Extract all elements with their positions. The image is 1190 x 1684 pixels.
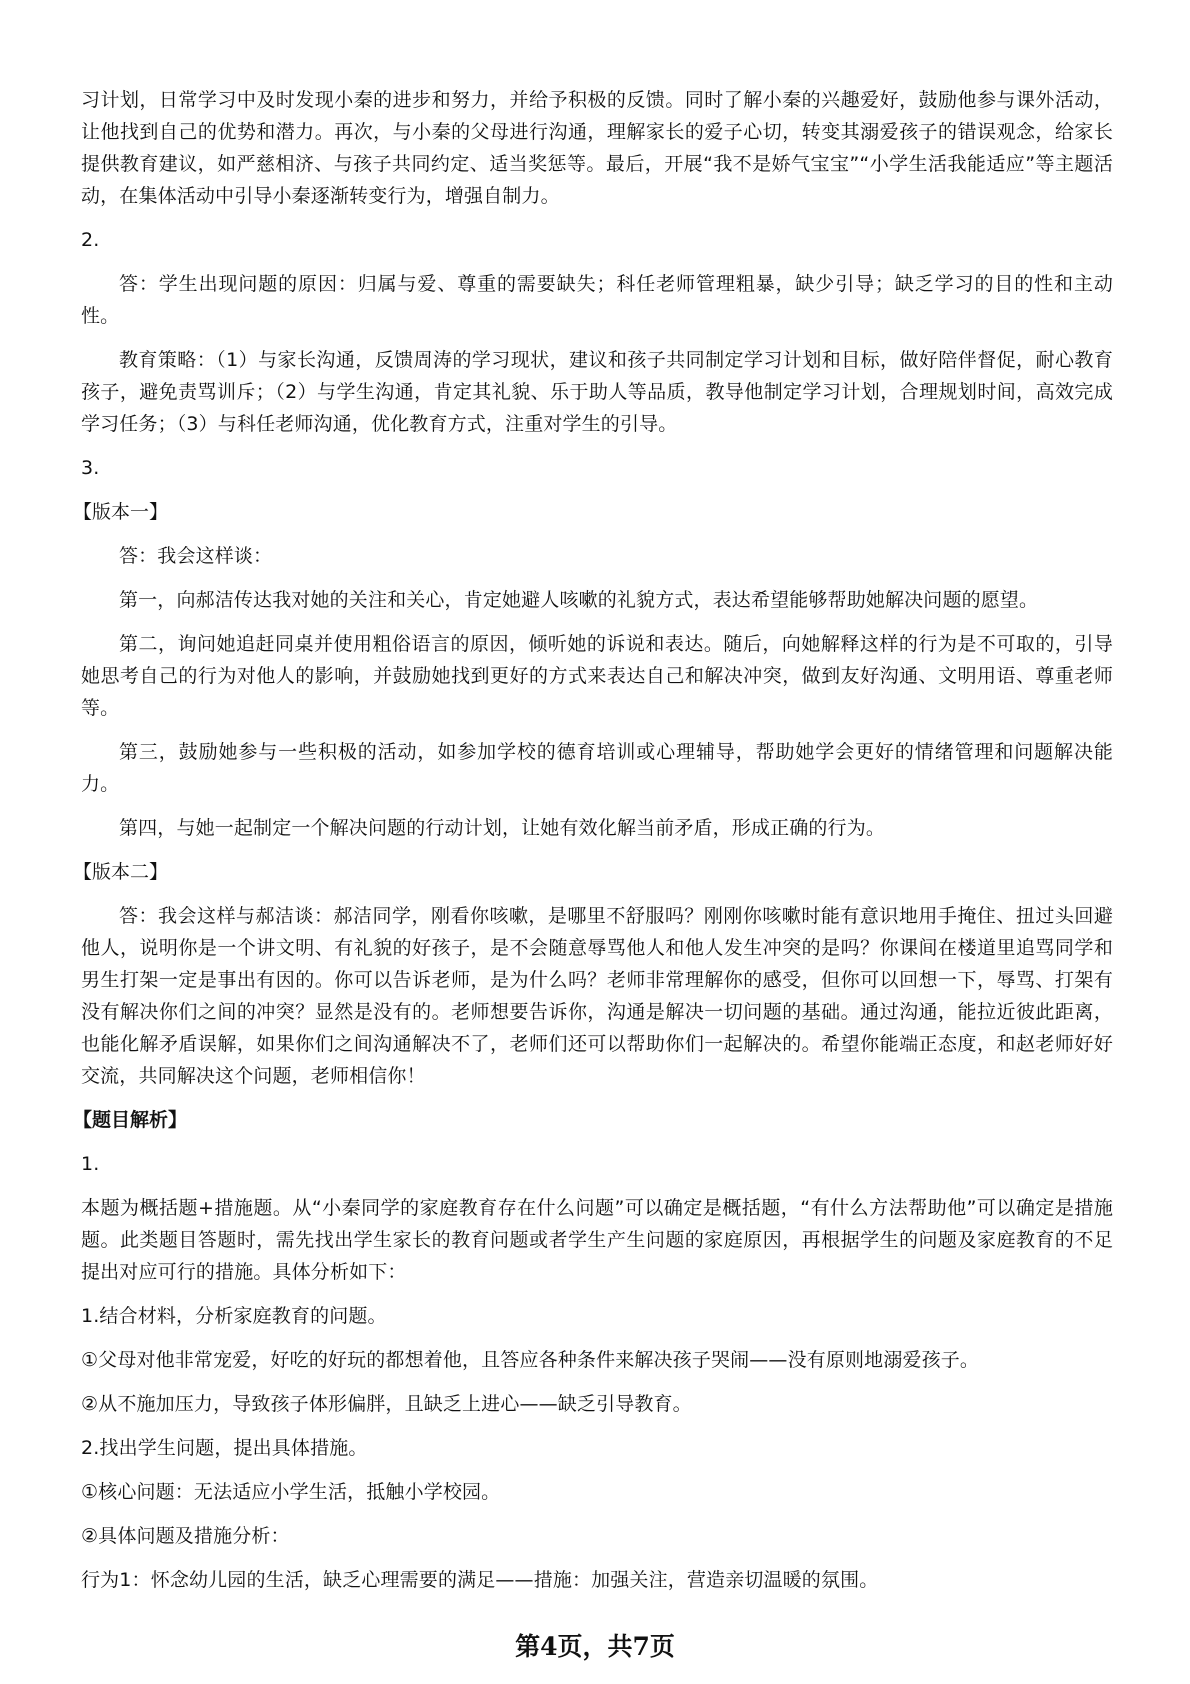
paragraph: 答：我会这样与郝洁谈：郝洁同学，刚看你咳嗽，是哪里不舒服吗？刚刚你咳嗽时能有意识地用手掩住、扭过头回避他人，说明你是一个讲文明、有礼貌的好孩子，是不会随意辱骂他人和他人发生冲突的是吗？你课间在楼道里追骂同学和男生打架一定是事出有因的。你可以告诉老师，是为什么吗？老师非常理解你的感受，但你可以回想一下，辱骂、打架有没有解决你们之间的冲突？显然是没有的。老师想要告诉你，沟通是解决一切问题的基础。通过沟通，能拉近彼此距离，也能化解矛盾误解，如果你们之间沟通解决不了，老师们还可以帮助你们一起解决的。希望你能端正态度，和赵老师好好交流，共同解决这个问题，老师相信你！ bbox=[81, 905, 1113, 1087]
paragraph: 第四，与她一起制定一个解决问题的行动计划，让她有效化解当前矛盾，形成正确的行为。 bbox=[119, 817, 886, 839]
paragraph: 答：学生出现问题的原因：归属与爱、尊重的需要缺失；科任老师管理粗暴，缺少引导；缺乏学习的目的性和主动性。 bbox=[81, 273, 1113, 327]
document-body bbox=[73, 84, 1113, 1608]
paragraph: 第一，向郝洁传达我对她的关注和关心，肯定她避人咳嗽的礼貌方式，表达希望能够帮助她解决问题的愿望。 bbox=[119, 589, 1039, 611]
paragraph: ①父母对他非常宠爱，好吃的好玩的都想着他，且答应各种条件来解决孩子哭闹——没有原则地溺爱孩子。 bbox=[81, 1349, 980, 1371]
paragraph: 1.结合材料，分析家庭教育的问题。 bbox=[81, 1305, 387, 1327]
analysis-heading: 【题目解析】 bbox=[73, 1109, 188, 1131]
paragraph: ①核心问题：无法适应小学生活，抵触小学校园。 bbox=[81, 1481, 501, 1503]
paragraph: 习计划，日常学习中及时发现小秦的进步和努力，并给予积极的反馈。同时了解小秦的兴趣爱好，鼓励他参与课外活动，让他找到自己的优势和潜力。再次，与小秦的父母进行沟通，理解家长的爱子心切，转变其溺爱孩子的错误观念，给家长提供教育建议，如严慈相济、与孩子共同约定、适当奖惩等。最后，开展“我不是娇气宝宝”“小学生活我能适应”等主题活动，在集体活动中引导小秦逐渐转变行为，增强自制力。 bbox=[81, 89, 1113, 207]
item-number: 2. bbox=[81, 229, 100, 251]
item-number: 1. bbox=[81, 1153, 100, 1175]
paragraph: ②从不施加压力，导致孩子体形偏胖，且缺乏上进心——缺乏引导教育。 bbox=[81, 1393, 692, 1415]
paragraph: 答：我会这样谈： bbox=[119, 545, 273, 567]
paragraph: 第三，鼓励她参与一些积极的活动，如参加学校的德育培训或心理辅导，帮助她学会更好的情绪管理和问题解决能力。 bbox=[81, 741, 1113, 795]
version-heading: 【版本一】 bbox=[73, 501, 169, 523]
paragraph: ②具体问题及措施分析： bbox=[81, 1525, 290, 1547]
page-number: 第4页，共7页 bbox=[515, 1632, 675, 1661]
paragraph: 行为1：怀念幼儿园的生活，缺乏心理需要的满足——措施：加强关注，营造亲切温暖的氛围。 bbox=[81, 1569, 879, 1591]
paragraph: 2.找出学生问题，提出具体措施。 bbox=[81, 1437, 368, 1459]
paragraph: 第二，询问她追赶同桌并使用粗俗语言的原因，倾听她的诉说和表达。随后，向她解释这样的行为是不可取的，引导她思考自己的行为对他人的影响，并鼓励她找到更好的方式来表达自己和解决冲突，做到友好沟通、文明用语、尊重老师等。 bbox=[81, 633, 1113, 719]
paragraph: 本题为概括题+措施题。从“小秦同学的家庭教育存在什么问题”可以确定是概括题，“有什么方法帮助他”可以确定是措施题。此类题目答题时，需先找出学生家长的教育问题或者学生产生问题的家庭原因，再根据学生的问题及家庭教育的不足提出对应可行的措施。具体分析如下： bbox=[81, 1197, 1113, 1283]
item-number: 3. bbox=[81, 457, 100, 479]
paragraph: 教育策略：（1）与家长沟通，反馈周涛的学习现状，建议和孩子共同制定学习计划和目标，做好陪伴督促，耐心教育孩子，避免责骂训斥；（2）与学生沟通，肯定其礼貌、乐于助人等品质，教导他制定学习计划，合理规划时间，高效完成学习任务；（3）与科任老师沟通，优化教育方式，注重对学生的引导。 bbox=[81, 349, 1113, 435]
version-heading: 【版本二】 bbox=[73, 861, 169, 883]
